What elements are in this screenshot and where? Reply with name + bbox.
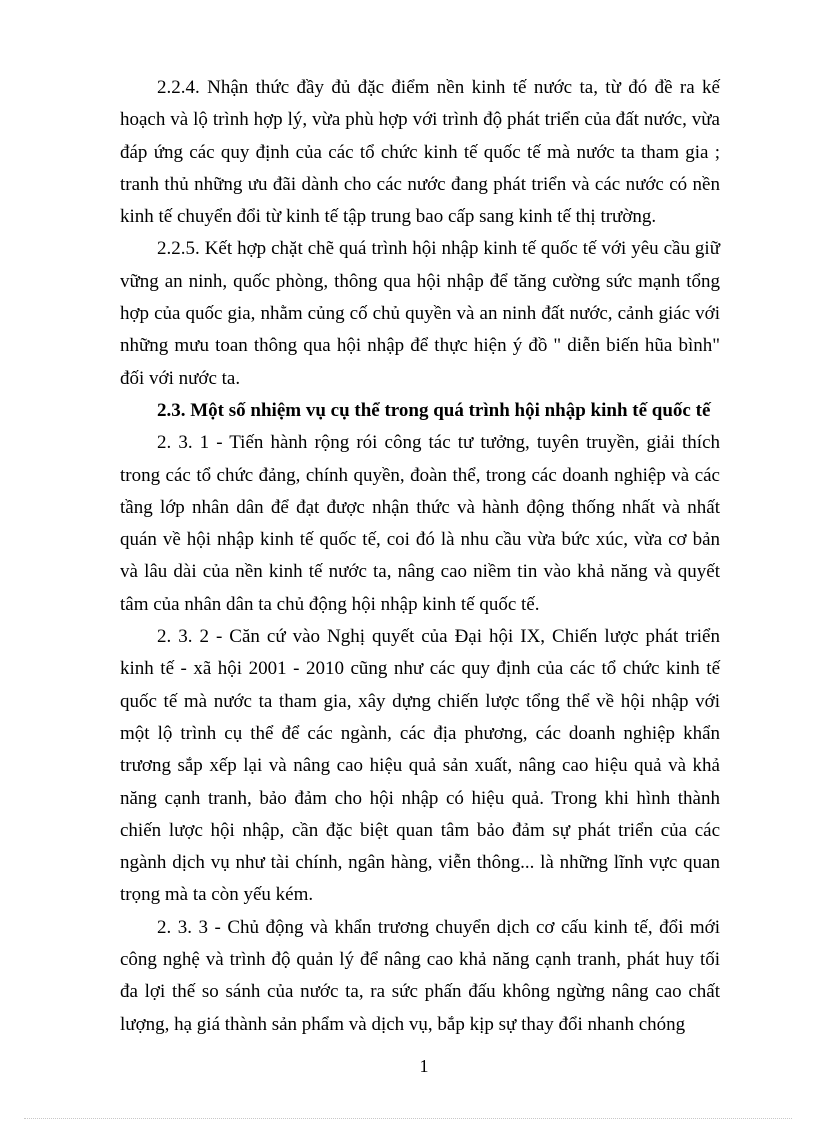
paragraph-2-3-2: 2. 3. 2 - Căn cứ vào Nghị quyết của Đại hội IX, Chiến lược phát triển kinh tế - xã hội 2001 - 2010 cũng như các quy định của các tổ chức kinh tế quốc tế mà nước ta tham gia, xây dựng chiến lược tổng thể về hội nhập với một lộ trình cụ thể để các ngành, các địa phương, các doanh nghiệp khẩn trương sắp xếp lại và nâng cao hiệu quả sản xuất, nâng cao hiệu quả và khả năng cạnh tranh, bảo đảm cho hội nhập có hiệu quả. Trong khi hình thành chiến lược hội nhập, cần đặc biệt quan tâm bảo đảm sự phát triển của các ngành dịch vụ như tài chính, ngân hàng, viễn thông... là những lĩnh vực quan trọng mà ta còn yếu kém.	[120, 626, 720, 906]
page-number: 1	[419, 1056, 429, 1076]
document-body	[120, 72, 720, 1041]
paragraph-2-3-1: 2. 3. 1 - Tiến hành rộng rói công tác tư tưởng, tuyên truyền, giải thích trong các tổ chức đảng, chính quyền, đoàn thể, trong các doanh nghiệp và các tầng lớp nhân dân để đạt được nhận thức và hành động thống nhất và nhất quán về hội nhập kinh tế quốc tế, coi đó là nhu cầu vừa bức xúc, vừa cơ bản và lâu dài của nền kinh tế nước ta, nâng cao niềm tin vào khả năng và quyết tâm của nhân dân ta chủ động hội nhập kinh tế quốc tế.	[120, 432, 720, 615]
page-bottom-divider	[24, 1118, 792, 1119]
section-heading-2-3: 2.3. Một số nhiệm vụ cụ thể trong quá trình hội nhập kinh tế quốc tế	[157, 399, 711, 421]
paragraph-2-3-3: 2. 3. 3 - Chủ động và khẩn trương chuyển dịch cơ cấu kinh tế, đổi mới công nghệ và trình độ quản lý để nâng cao khả năng cạnh tranh, phát huy tối đa lợi thế so sánh của nước ta, ra sức phấn đấu không ngừng nâng cao chất lượng, hạ giá thành sản phẩm và dịch vụ, bắp kịp sự thay đổi nhanh chóng	[120, 916, 720, 1035]
paragraph-2-2-5: 2.2.5. Kết hợp chặt chẽ quá trình hội nhập kinh tế quốc tế với yêu cầu giữ vững an ninh, quốc phòng, thông qua hội nhập để tăng cường sức mạnh tổng hợp của quốc gia, nhằm củng cố chủ quyền và an ninh đất nước, cảnh giác với những mưu toan thông qua hội nhập để thực hiện ý đồ " diễn biến hũa bình" đối với nước ta.	[120, 238, 720, 389]
paragraph-2-2-4: 2.2.4. Nhận thức đầy đủ đặc điểm nền kinh tế nước ta, từ đó đề ra kế hoạch và lộ trình hợp lý, vừa phù hợp với trình độ phát triển của đất nước, vừa đáp ứng các quy định của các tổ chức kinh tế quốc tế mà nước ta tham gia ; tranh thủ những ưu đãi dành cho các nước đang phát triển và các nước có nền kinh tế chuyển đổi từ kinh tế tập trung bao cấp sang kinh tế thị trường.	[120, 77, 720, 228]
